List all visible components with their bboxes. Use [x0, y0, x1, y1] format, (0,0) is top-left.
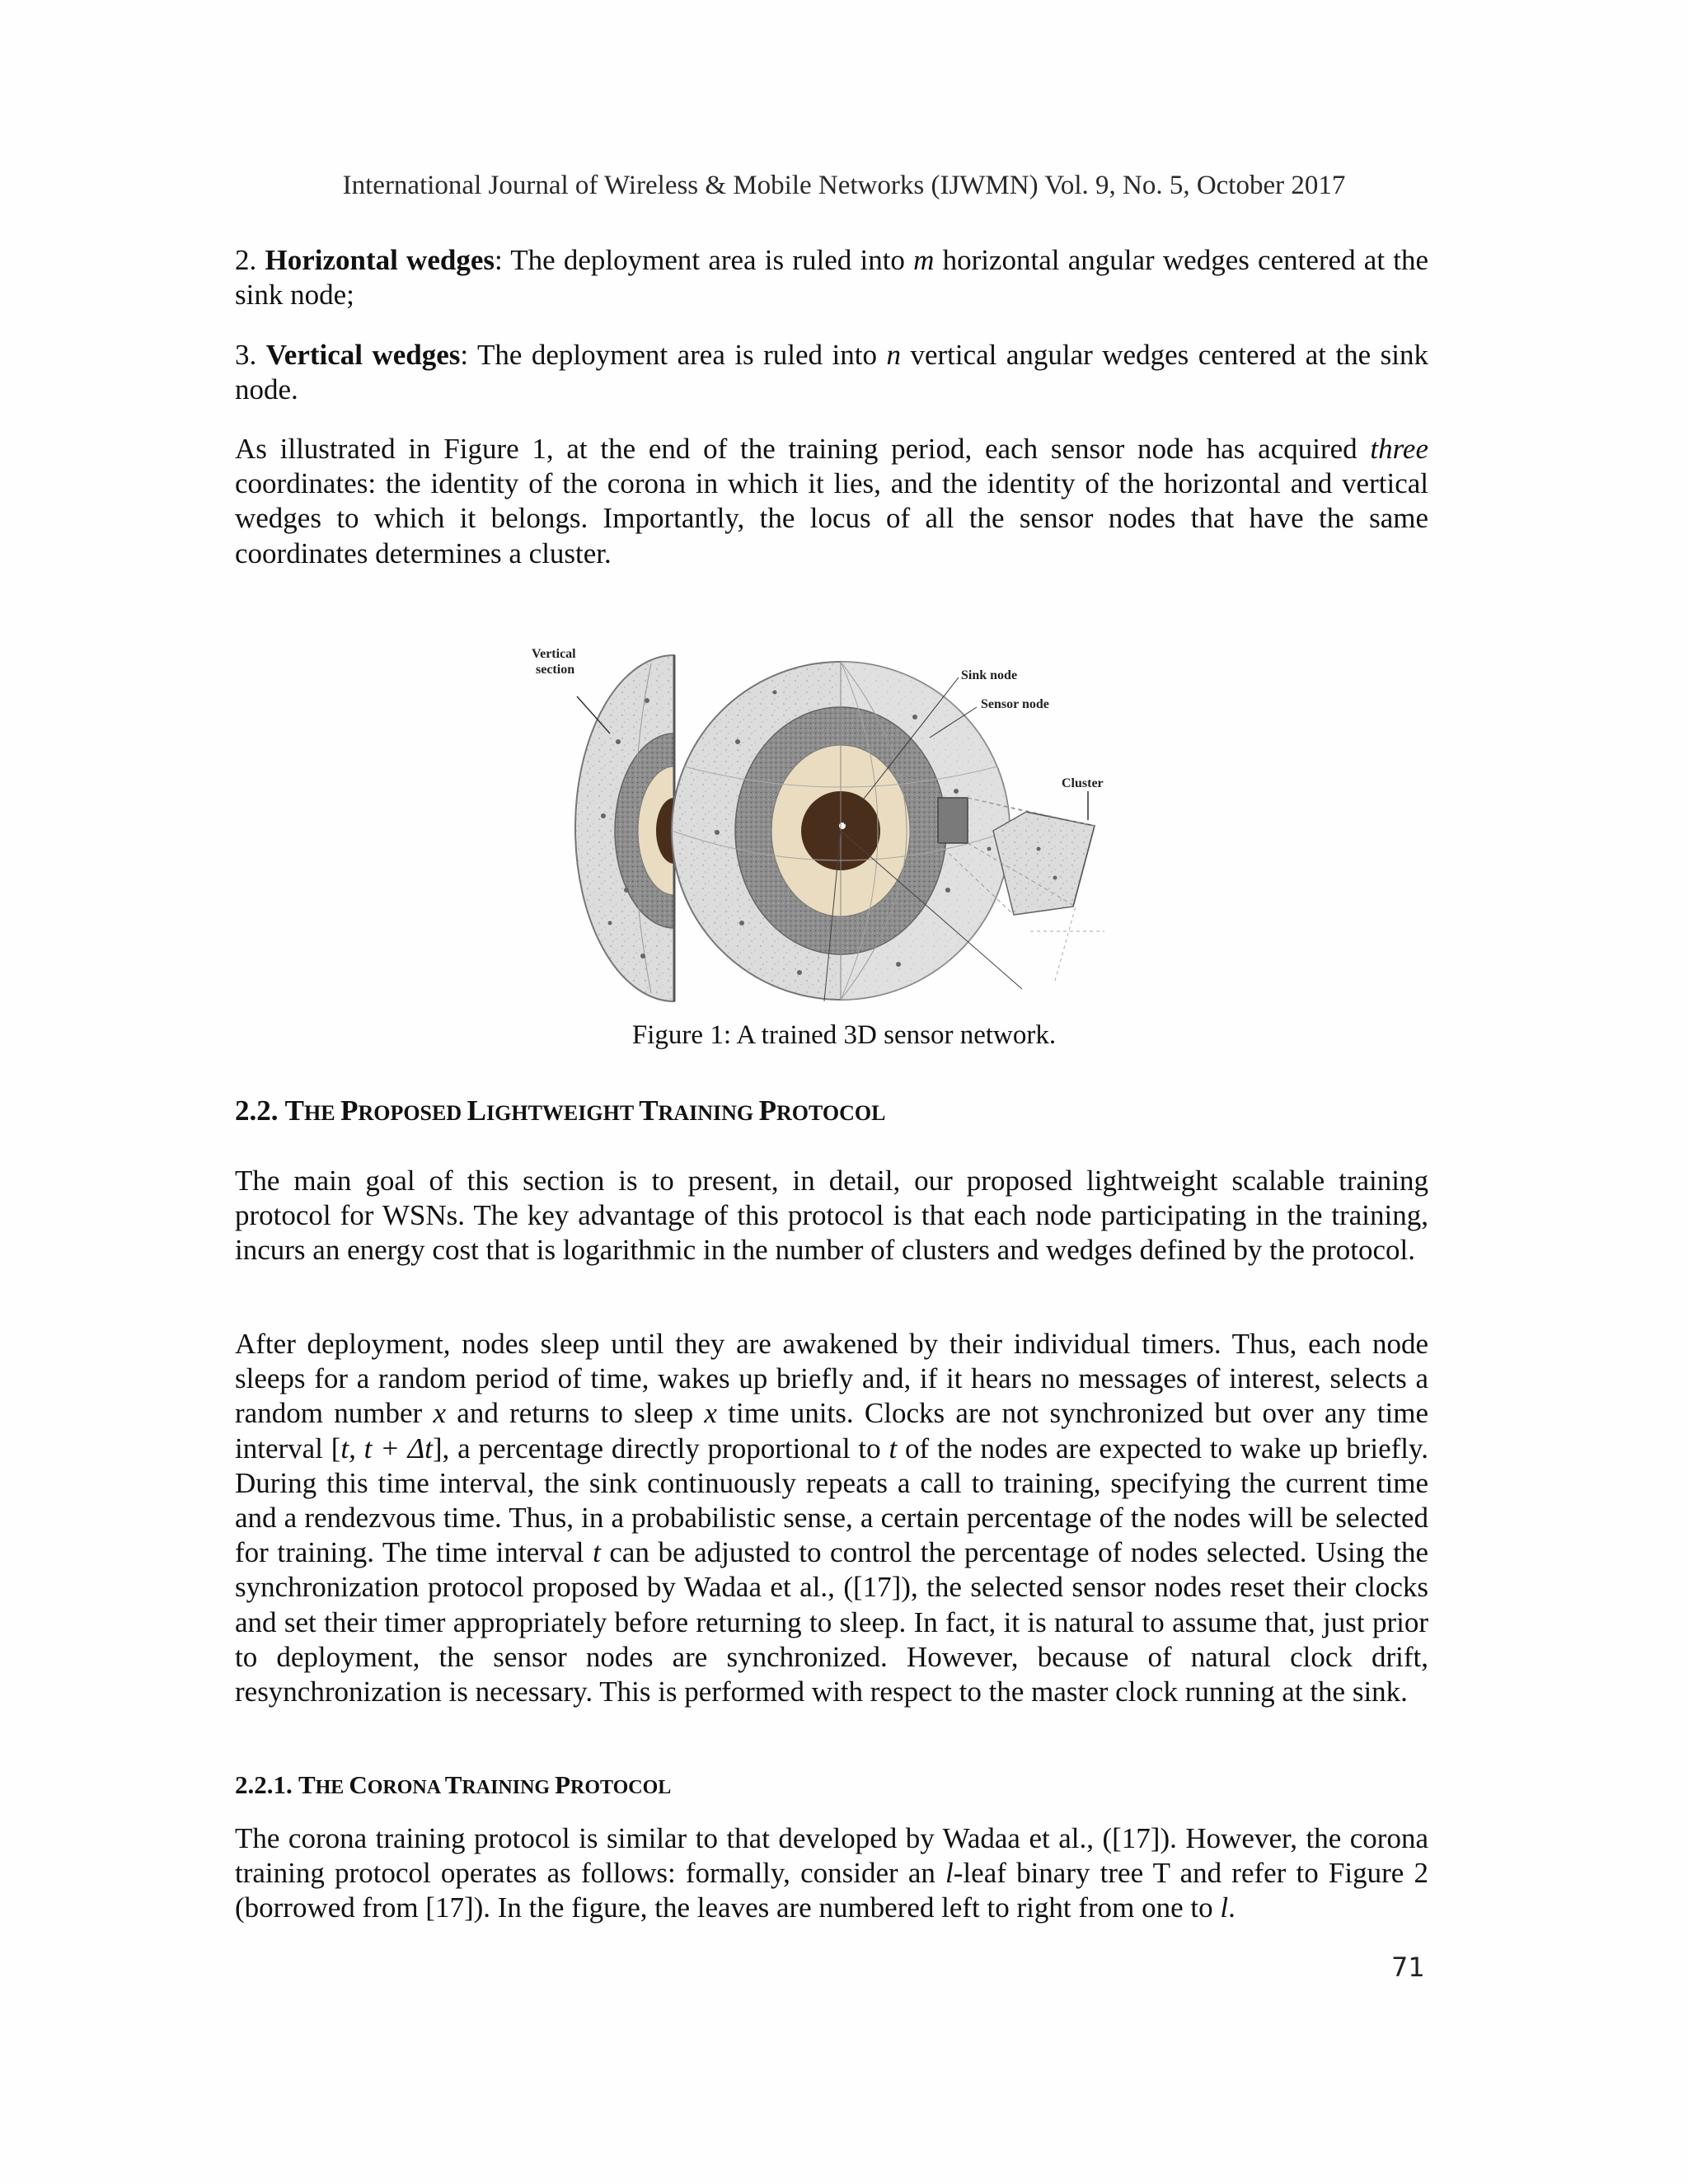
section-heading-2-2-1: 2.2.1. THE CORONA TRAINING PROTOCOL	[235, 1770, 672, 1799]
running-header: International Journal of Wireless & Mobile Networks (IJWMN) Vol. 9, No. 5, October 2017	[342, 171, 1346, 200]
figure-3d-sensor-network	[528, 643, 1162, 1005]
paragraph-deployment: After deployment, nodes sleep until they are awakened by their individual timers. Thus, each node sleeps for a random period of time, wakes up briefly and, if it hears no messages of interest, selects a random number x and returns to sleep x time units. Clocks are not synchronized but over any time interval [t, t + Δt], a percentage directly proportional to t of the nodes are expected to wake up briefly. During this time interval, the sink continuously repeats a call to training, specifying the current time and a rendezvous time. Thus, in a probabilistic sense, a certain percentage of the nodes will be selected for training. The time interval t can be adjusted to control the percentage of nodes selected. Using the synchronization protocol proposed by Wadaa et al., ([17]), the selected sensor nodes reset their clocks and set their timer appropriately before returning to sleep. In fact, it is natural to assume that, just prior to deployment, the sensor nodes are synchronized. However, because of natural clock drift, resynchronization is necessary. This is performed with respect to the master clock running at the sink.	[235, 1328, 1428, 1708]
term-horizontal-wedges: Horizontal wedges	[265, 244, 495, 276]
paragraph-corona-training: The corona training protocol is similar to that developed by Wadaa et al., ([17]). However, the corona training protocol operates as follows: formally, consider an l-leaf binary tree T and refer to Figure 2 (borrowed from [17]). In the figure, the leaves are numbered left to right from one to l.	[235, 1822, 1428, 1924]
label-sensor-node: Sensor node	[981, 697, 1049, 711]
page-number: 71	[1391, 1952, 1425, 1983]
paragraph-figure-intro: As illustrated in Figure 1, at the end of the training period, each sensor node has acquired three coordinates: the identity of the corona in which it lies, and the identity of the horizontal and vertical wedges to which it belongs. Importantly, the locus of all the sensor nodes that have the same coordinates determines a cluster.	[235, 433, 1428, 569]
list-item-vertical-wedges: 3. Vertical wedges: The deployment area is ruled into n vertical angular wedges centered at the sink node.	[235, 339, 1429, 406]
sensor-network-diagram	[528, 643, 1162, 1005]
label-cluster: Cluster	[1062, 776, 1104, 790]
cluster-cell	[938, 798, 968, 843]
label-sink-node: Sink node	[961, 668, 1018, 682]
term-vertical-wedges: Vertical wedges	[265, 339, 461, 371]
section-heading-2-2: 2.2. THE PROPOSED LIGHTWEIGHT TRAINING PROTOCOL	[235, 1094, 886, 1127]
list-item-horizontal-wedges: 2. Horizontal wedges: The deployment area is ruled into m horizontal angular wedges centered at the sink node;	[235, 244, 1429, 312]
label-section: section	[536, 663, 575, 677]
vertical-section	[575, 655, 674, 1001]
figure-caption: Figure 1: A trained 3D sensor network.	[631, 1020, 1057, 1050]
label-vertical: Vertical	[532, 647, 576, 661]
paragraph-main-goal: The main goal of this section is to present, in detail, our proposed lightweight scalable training protocol for WSNs. The key advantage of this protocol is that each node participating in the training, incurs an energy cost that is logarithmic in the number of clusters and wedges defined by the protocol.	[235, 1165, 1428, 1267]
